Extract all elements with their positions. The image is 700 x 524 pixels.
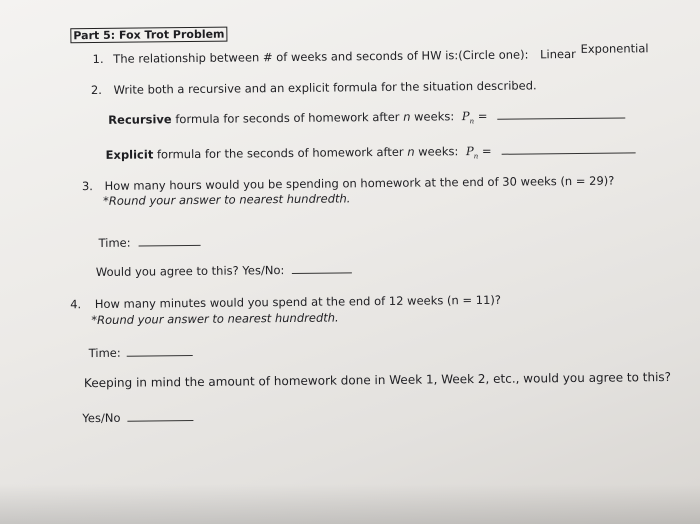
- explicit-eq: =: [481, 143, 492, 158]
- explicit-text: formula for the seconds of homework after: [156, 144, 404, 162]
- q3-time-row: [98, 237, 200, 250]
- q1-text: The relationship between # of weeks and seconds of HW is:(Circle one):: [113, 47, 529, 66]
- explicit-end: weeks:: [418, 144, 459, 159]
- q3-round-note: *Round your answer to nearest hundredth.: [103, 191, 351, 208]
- q4-time-blank[interactable]: [126, 355, 192, 357]
- q4-round-note: *Round your answer to nearest hundredth.: [91, 310, 339, 328]
- q4-yesno-label: Yes/No: [82, 410, 121, 426]
- recursive-answer-blank[interactable]: [497, 117, 625, 119]
- recursive-end: weeks:: [414, 109, 455, 124]
- q2-row: [91, 80, 537, 96]
- q1-option-linear: Linear: [540, 46, 576, 62]
- q1-option-exponential: Exponential: [580, 41, 649, 56]
- q4-yesno-blank[interactable]: [127, 420, 193, 422]
- recursive-var: n: [403, 109, 411, 124]
- explicit-lhs: P: [465, 144, 474, 159]
- q3-agree-label: Would you agree to this? Yes/No:: [95, 263, 285, 280]
- q2-number: 2.: [90, 82, 103, 98]
- explicit-var: n: [407, 144, 415, 159]
- recursive-lhs: P: [461, 109, 470, 124]
- q3-number: 3.: [81, 179, 94, 194]
- recursive-eq: =: [477, 108, 488, 124]
- section-title: Part 5: Fox Trot Problem: [70, 27, 227, 44]
- recursive-label: Recursive: [108, 112, 172, 127]
- q1-row: [92, 46, 576, 67]
- explicit-answer-blank[interactable]: [501, 152, 635, 154]
- q3-time-label: Time:: [98, 235, 131, 250]
- recursive-text: formula for seconds of homework after: [175, 109, 400, 127]
- recursive-formula-row: [108, 109, 625, 129]
- q4-yesno-row: [82, 412, 193, 425]
- page-bottom-shadow: [0, 484, 700, 524]
- q3-row: [81, 173, 615, 194]
- q1-number: 1.: [92, 51, 104, 67]
- q4-keep-in-mind-text: Keeping in mind the amount of homework done in Week 1, Week 2, etc., would you agree to this?: [83, 369, 672, 391]
- explicit-formula-row: [106, 144, 636, 164]
- q3-agree-row: [96, 264, 352, 278]
- q4-time-row: [89, 347, 193, 360]
- explicit-label: Explicit: [105, 147, 154, 162]
- q3-time-blank[interactable]: [138, 245, 200, 247]
- q3-text: How many hours would you be spending on homework at the end of 30 weeks (n = 29)?: [104, 173, 615, 193]
- q4-row: [70, 292, 502, 312]
- q2-text: Write both a recursive and an explicit formula for the situation described.: [113, 78, 537, 97]
- recursive-sub: n: [469, 117, 475, 126]
- q4-time-label: Time:: [88, 345, 121, 361]
- explicit-sub: n: [473, 152, 479, 161]
- q3-agree-blank[interactable]: [292, 272, 352, 274]
- q4-number: 4.: [70, 297, 82, 312]
- q4-text: How many minutes would you spend at the end of 12 weeks (n = 11)?: [94, 292, 502, 312]
